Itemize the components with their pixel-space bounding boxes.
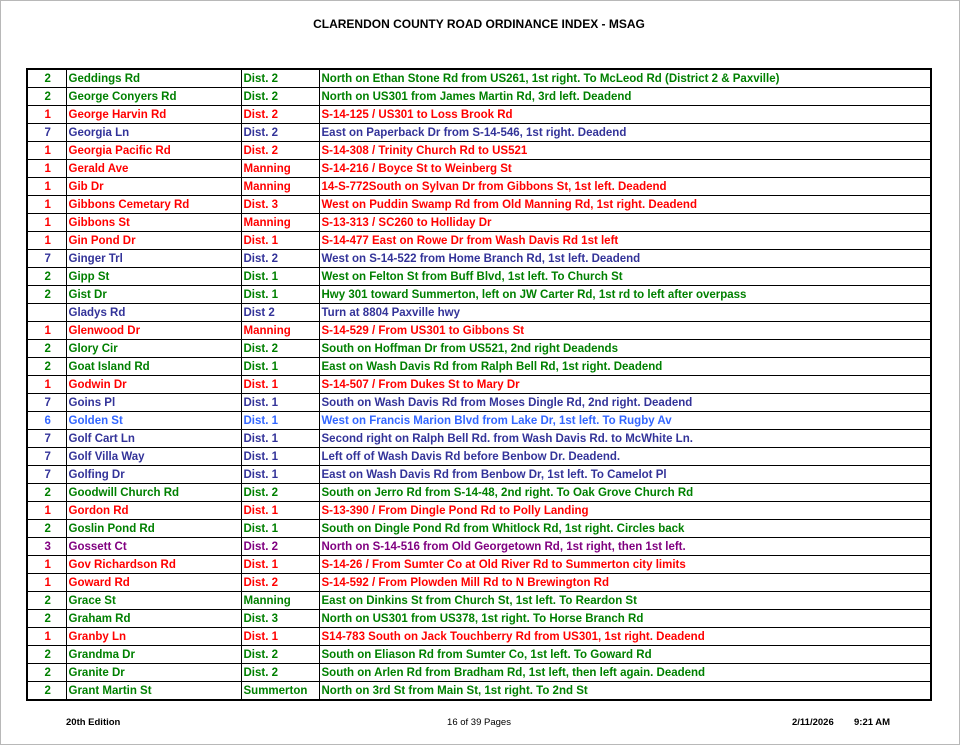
- row-road-name: Granite Dr: [66, 664, 241, 682]
- row-road-name: Gordon Rd: [66, 502, 241, 520]
- table-row: [27, 286, 931, 304]
- row-district: Dist. 1: [241, 502, 319, 520]
- row-code: 2: [27, 592, 66, 610]
- table-row: [27, 448, 931, 466]
- footer-page-count: 16 of 39 Pages: [447, 717, 511, 728]
- row-directions: Second right on Ralph Bell Rd. from Wash Davis Rd. to McWhite Ln.: [319, 430, 931, 448]
- row-code: 1: [27, 196, 66, 214]
- table-row: [27, 592, 931, 610]
- row-code: 2: [27, 69, 66, 88]
- row-district: Dist. 1: [241, 556, 319, 574]
- row-district: Dist. 1: [241, 628, 319, 646]
- row-code: 7: [27, 448, 66, 466]
- row-code: 2: [27, 664, 66, 682]
- table-row: [27, 232, 931, 250]
- table-row: [27, 646, 931, 664]
- row-district: Dist. 2: [241, 69, 319, 88]
- row-road-name: Gerald Ave: [66, 160, 241, 178]
- row-code: 1: [27, 232, 66, 250]
- row-district: Dist. 2: [241, 88, 319, 106]
- row-directions: S-14-592 / From Plowden Mill Rd to N Brewington Rd: [319, 574, 931, 592]
- table-row: [27, 358, 931, 376]
- row-directions: West on S-14-522 from Home Branch Rd, 1st left. Deadend: [319, 250, 931, 268]
- row-directions: North on 3rd St from Main St, 1st right. To 2nd St: [319, 682, 931, 701]
- row-directions: North on Ethan Stone Rd from US261, 1st right. To McLeod Rd (District 2 & Paxville): [319, 69, 931, 88]
- row-district: Dist. 1: [241, 394, 319, 412]
- row-road-name: Grandma Dr: [66, 646, 241, 664]
- row-road-name: Goins Pl: [66, 394, 241, 412]
- row-district: Manning: [241, 160, 319, 178]
- row-code: [27, 304, 66, 322]
- table-row: [27, 160, 931, 178]
- row-directions: S-14-529 / From US301 to Gibbons St: [319, 322, 931, 340]
- row-directions: S-14-216 / Boyce St to Weinberg St: [319, 160, 931, 178]
- table-row: [27, 538, 931, 556]
- row-directions: South on Dingle Pond Rd from Whitlock Rd, 1st right. Circles back: [319, 520, 931, 538]
- row-directions: South on Arlen Rd from Bradham Rd, 1st left, then left again. Deadend: [319, 664, 931, 682]
- row-directions: East on Dinkins St from Church St, 1st left. To Reardon St: [319, 592, 931, 610]
- row-code: 1: [27, 574, 66, 592]
- row-district: Dist. 1: [241, 448, 319, 466]
- table-row: [27, 394, 931, 412]
- table-row: [27, 466, 931, 484]
- row-road-name: Goat Island Rd: [66, 358, 241, 376]
- row-code: 7: [27, 394, 66, 412]
- row-district: Manning: [241, 592, 319, 610]
- row-directions: Turn at 8804 Paxville hwy: [319, 304, 931, 322]
- row-district: Dist. 2: [241, 484, 319, 502]
- row-district: Dist. 3: [241, 196, 319, 214]
- row-code: 2: [27, 358, 66, 376]
- row-code: 1: [27, 322, 66, 340]
- row-directions: S-14-26 / From Sumter Co at Old River Rd to Summerton city limits: [319, 556, 931, 574]
- row-district: Summerton: [241, 682, 319, 701]
- table-row: [27, 124, 931, 142]
- row-road-name: Ginger Trl: [66, 250, 241, 268]
- row-road-name: Georgia Ln: [66, 124, 241, 142]
- row-directions: East on Wash Davis Rd from Benbow Dr, 1st left. To Camelot Pl: [319, 466, 931, 484]
- row-code: 1: [27, 160, 66, 178]
- footer-date: 2/11/2026: [792, 717, 834, 728]
- row-code: 2: [27, 340, 66, 358]
- table-row: [27, 142, 931, 160]
- road-index-body: [27, 69, 931, 700]
- row-directions: West on Francis Marion Blvd from Lake Dr, 1st left. To Rugby Av: [319, 412, 931, 430]
- row-road-name: Graham Rd: [66, 610, 241, 628]
- row-road-name: Gin Pond Dr: [66, 232, 241, 250]
- row-directions: Hwy 301 toward Summerton, left on JW Carter Rd, 1st rd to left after overpass: [319, 286, 931, 304]
- row-code: 7: [27, 430, 66, 448]
- row-road-name: Georgia Pacific Rd: [66, 142, 241, 160]
- row-road-name: Golf Villa Way: [66, 448, 241, 466]
- row-directions: 14-S-772South on Sylvan Dr from Gibbons St, 1st left. Deadend: [319, 178, 931, 196]
- row-directions: East on Paperback Dr from S-14-546, 1st right. Deadend: [319, 124, 931, 142]
- table-row: [27, 682, 931, 701]
- row-road-name: Grace St: [66, 592, 241, 610]
- row-district: Dist. 2: [241, 250, 319, 268]
- footer-edition: 20th Edition: [66, 717, 121, 728]
- row-road-name: Gov Richardson Rd: [66, 556, 241, 574]
- row-code: 1: [27, 142, 66, 160]
- row-road-name: Gipp St: [66, 268, 241, 286]
- row-code: 2: [27, 520, 66, 538]
- row-district: Dist. 1: [241, 232, 319, 250]
- table-row: [27, 106, 931, 124]
- row-road-name: Golf Cart Ln: [66, 430, 241, 448]
- footer-time: 9:21 AM: [854, 717, 891, 728]
- table-row: [27, 214, 931, 232]
- row-code: 1: [27, 628, 66, 646]
- table-row: [27, 484, 931, 502]
- row-road-name: Glenwood Dr: [66, 322, 241, 340]
- row-district: Manning: [241, 178, 319, 196]
- row-road-name: Goward Rd: [66, 574, 241, 592]
- row-code: 2: [27, 682, 66, 701]
- row-code: 2: [27, 484, 66, 502]
- table-row: [27, 322, 931, 340]
- table-row: [27, 340, 931, 358]
- row-district: Dist. 1: [241, 376, 319, 394]
- table-row: [27, 574, 931, 592]
- row-code: 2: [27, 268, 66, 286]
- row-district: Dist. 1: [241, 412, 319, 430]
- row-directions: West on Puddin Swamp Rd from Old Manning Rd, 1st right. Deadend: [319, 196, 931, 214]
- row-code: 3: [27, 538, 66, 556]
- row-road-name: George Harvin Rd: [66, 106, 241, 124]
- row-directions: North on US301 from James Martin Rd, 3rd left. Deadend: [319, 88, 931, 106]
- row-directions: North on S-14-516 from Old Georgetown Rd, 1st right, then 1st left.: [319, 538, 931, 556]
- row-directions: West on Felton St from Buff Blvd, 1st left. To Church St: [319, 268, 931, 286]
- row-district: Dist. 2: [241, 574, 319, 592]
- row-road-name: Geddings Rd: [66, 69, 241, 88]
- row-district: Dist 2: [241, 304, 319, 322]
- row-district: Manning: [241, 214, 319, 232]
- row-code: 1: [27, 502, 66, 520]
- row-district: Dist. 1: [241, 286, 319, 304]
- row-road-name: Golden St: [66, 412, 241, 430]
- row-district: Dist. 1: [241, 358, 319, 376]
- table-row: [27, 610, 931, 628]
- row-code: 1: [27, 106, 66, 124]
- table-row: [27, 430, 931, 448]
- row-code: 7: [27, 124, 66, 142]
- row-district: Dist. 2: [241, 124, 319, 142]
- table-row: [27, 412, 931, 430]
- table-row: [27, 628, 931, 646]
- row-road-name: Gib Dr: [66, 178, 241, 196]
- row-directions: S-13-390 / From Dingle Pond Rd to Polly Landing: [319, 502, 931, 520]
- row-district: Manning: [241, 322, 319, 340]
- row-road-name: Gibbons St: [66, 214, 241, 232]
- row-code: 7: [27, 466, 66, 484]
- row-district: Dist. 2: [241, 340, 319, 358]
- row-code: 6: [27, 412, 66, 430]
- row-directions: S14-783 South on Jack Touchberry Rd from US301, 1st right. Deadend: [319, 628, 931, 646]
- row-district: Dist. 1: [241, 466, 319, 484]
- row-district: Dist. 2: [241, 106, 319, 124]
- row-road-name: Gist Dr: [66, 286, 241, 304]
- row-road-name: Godwin Dr: [66, 376, 241, 394]
- table-row: [27, 376, 931, 394]
- row-directions: South on Eliason Rd from Sumter Co, 1st left. To Goward Rd: [319, 646, 931, 664]
- row-road-name: Gossett Ct: [66, 538, 241, 556]
- table-row: [27, 178, 931, 196]
- page-title: CLARENDON COUNTY ROAD ORDINANCE INDEX - MSAG: [313, 17, 645, 31]
- row-road-name: Goslin Pond Rd: [66, 520, 241, 538]
- row-code: 1: [27, 376, 66, 394]
- table-row: [27, 250, 931, 268]
- row-road-name: Goodwill Church Rd: [66, 484, 241, 502]
- table-row: [27, 196, 931, 214]
- row-district: Dist. 2: [241, 142, 319, 160]
- table-row: [27, 69, 931, 88]
- row-code: 1: [27, 556, 66, 574]
- row-district: Dist. 2: [241, 646, 319, 664]
- row-code: 2: [27, 286, 66, 304]
- row-code: 2: [27, 610, 66, 628]
- table-row: [27, 268, 931, 286]
- row-road-name: Glory Cir: [66, 340, 241, 358]
- row-directions: South on Wash Davis Rd from Moses Dingle Rd, 2nd right. Deadend: [319, 394, 931, 412]
- row-district: Dist. 1: [241, 520, 319, 538]
- row-directions: S-14-125 / US301 to Loss Brook Rd: [319, 106, 931, 124]
- table-row: [27, 556, 931, 574]
- row-district: Dist. 1: [241, 268, 319, 286]
- row-code: 1: [27, 178, 66, 196]
- row-road-name: Grant Martin St: [66, 682, 241, 701]
- row-district: Dist. 3: [241, 610, 319, 628]
- row-directions: South on Jerro Rd from S-14-48, 2nd right. To Oak Grove Church Rd: [319, 484, 931, 502]
- row-directions: S-14-477 East on Rowe Dr from Wash Davis Rd 1st left: [319, 232, 931, 250]
- row-code: 1: [27, 214, 66, 232]
- row-district: Dist. 1: [241, 430, 319, 448]
- row-directions: S-13-313 / SC260 to Holliday Dr: [319, 214, 931, 232]
- row-directions: S-14-507 / From Dukes St to Mary Dr: [319, 376, 931, 394]
- row-road-name: Granby Ln: [66, 628, 241, 646]
- row-road-name: Golfing Dr: [66, 466, 241, 484]
- row-district: Dist. 2: [241, 664, 319, 682]
- row-directions: East on Wash Davis Rd from Ralph Bell Rd, 1st right. Deadend: [319, 358, 931, 376]
- table-row: [27, 502, 931, 520]
- row-road-name: George Conyers Rd: [66, 88, 241, 106]
- row-road-name: Gibbons Cemetary Rd: [66, 196, 241, 214]
- row-directions: S-14-308 / Trinity Church Rd to US521: [319, 142, 931, 160]
- row-directions: Left off of Wash Davis Rd before Benbow Dr. Deadend.: [319, 448, 931, 466]
- row-code: 2: [27, 646, 66, 664]
- row-code: 2: [27, 88, 66, 106]
- row-directions: North on US301 from US378, 1st right. To Horse Branch Rd: [319, 610, 931, 628]
- table-row: [27, 664, 931, 682]
- row-district: Dist. 2: [241, 538, 319, 556]
- row-code: 7: [27, 250, 66, 268]
- road-index-table: [26, 68, 932, 701]
- table-row: [27, 520, 931, 538]
- table-row: [27, 304, 931, 322]
- table-row: [27, 88, 931, 106]
- row-directions: South on Hoffman Dr from US521, 2nd right Deadends: [319, 340, 931, 358]
- row-road-name: Gladys Rd: [66, 304, 241, 322]
